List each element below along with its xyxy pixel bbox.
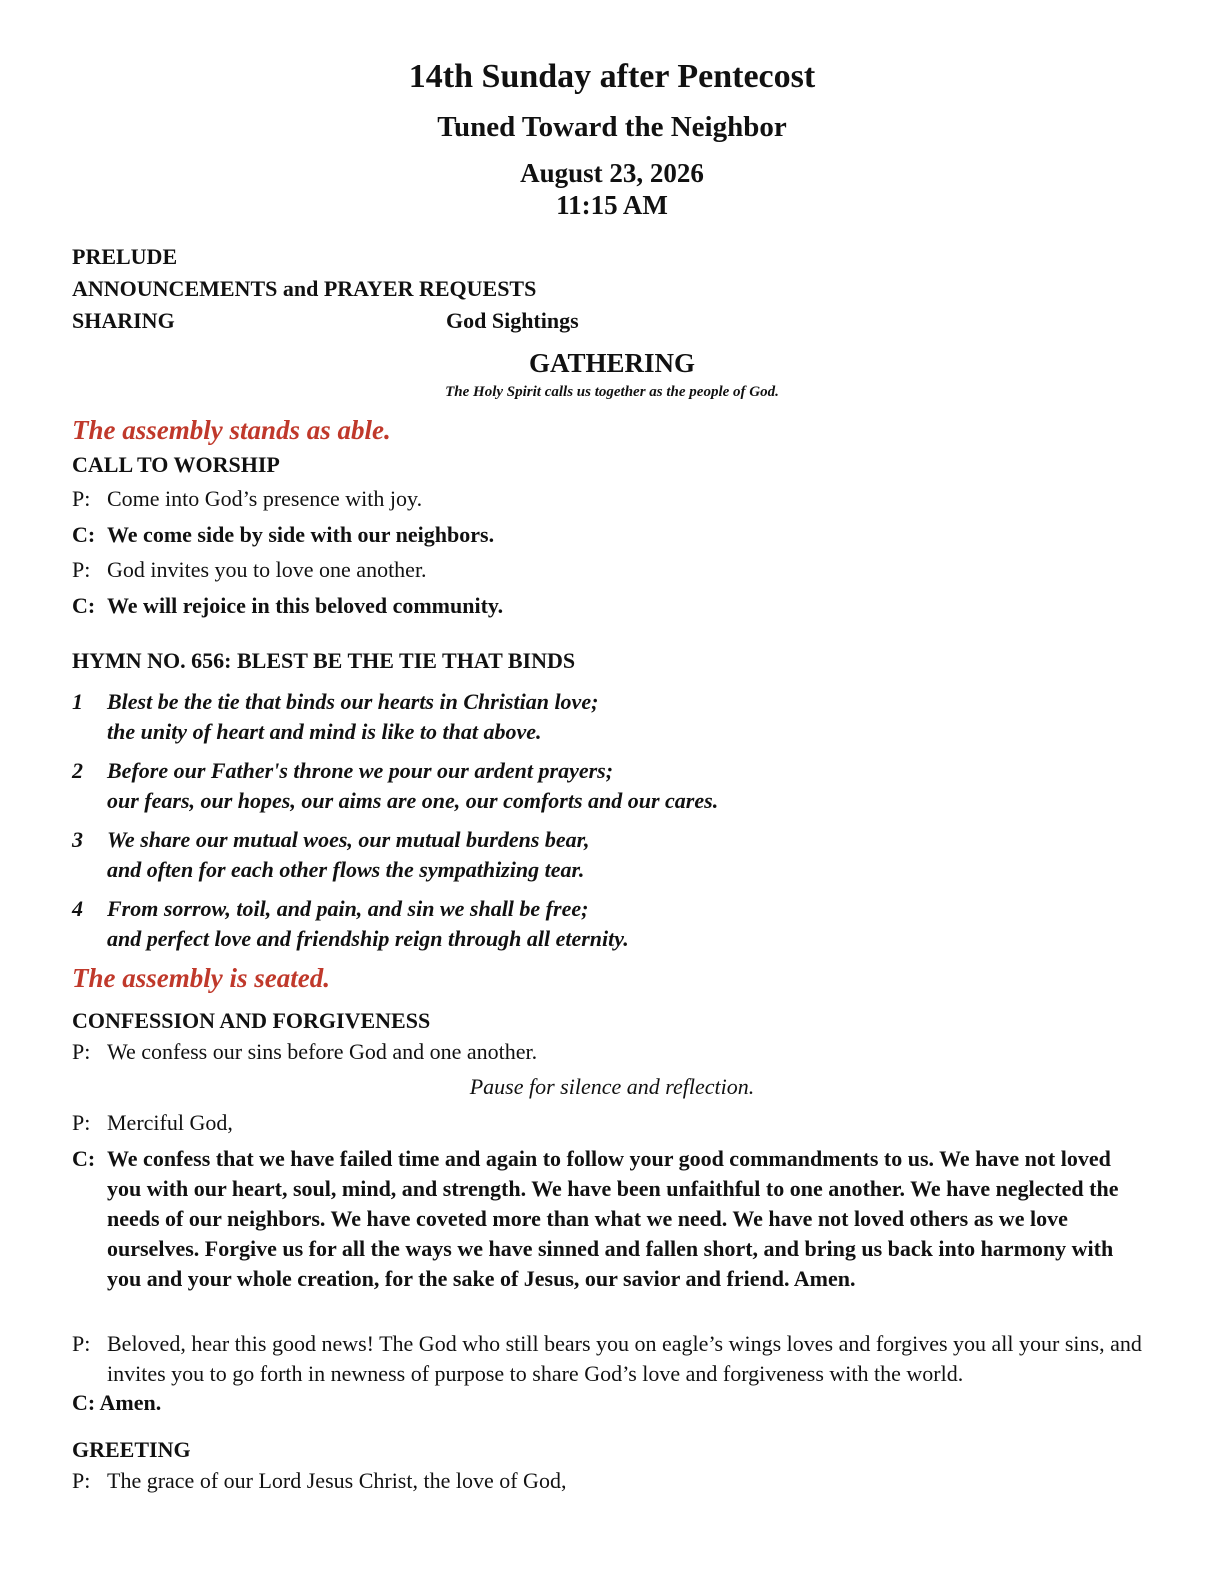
call-to-worship-heading: CALL TO WORSHIP: [72, 452, 280, 477]
line-text: We come side by side with our neighbors.: [107, 522, 495, 547]
verse-line: We share our mutual woes, our mutual burdens bear,: [107, 827, 590, 852]
verse-line: our fears, our hopes, our aims are one, our comforts and our cares.: [107, 788, 719, 813]
speaker-label: C:: [72, 1146, 96, 1171]
speaker-label: C:: [72, 522, 96, 547]
verse-line: the unity of heart and mind is like to that above.: [107, 719, 542, 744]
sharing-detail: God Sightings: [446, 308, 579, 333]
verse-line: Blest be the tie that binds our hearts in Christian love;: [107, 689, 599, 714]
speaker-label: P:: [72, 1110, 91, 1135]
rubric-seated: The assembly is seated.: [72, 963, 330, 993]
gathering-subtitle: The Holy Spirit calls us together as the people of God.: [445, 384, 779, 400]
confession-heading: CONFESSION AND FORGIVENESS: [72, 1008, 431, 1033]
speaker-label: P:: [72, 1468, 91, 1493]
service-date: August 23, 2026: [520, 158, 704, 188]
confession-amen: C: Amen.: [72, 1390, 162, 1415]
hymn-heading: HYMN NO. 656: BLEST BE THE TIE THAT BINDS: [72, 648, 576, 673]
speaker-label: P:: [72, 557, 91, 582]
verse-number: 4: [72, 896, 83, 921]
absolution-text: Beloved, hear this good news! The God who still bears you on eagle’s wings loves and forgives you all your sins, and invites you to go forth in newness of purpose to share God’s love and forgiveness with the world.: [107, 1331, 1142, 1386]
greeting-heading: GREETING: [72, 1437, 191, 1462]
line-text: The grace of our Lord Jesus Christ, the love of God,: [107, 1468, 567, 1493]
verse-line: and often for each other flows the sympathizing tear.: [107, 857, 585, 882]
speaker-label: P:: [72, 486, 91, 511]
prelude-heading: PRELUDE: [72, 244, 178, 269]
verse-line: From sorrow, toil, and pain, and sin we shall be free;: [107, 896, 589, 921]
verse-number: 2: [72, 758, 83, 783]
announcements-heading: ANNOUNCEMENTS and PRAYER REQUESTS: [72, 276, 537, 301]
line-text: Merciful God,: [107, 1110, 233, 1135]
line-text: We confess our sins before God and one another.: [107, 1039, 538, 1064]
verse-number: 3: [72, 827, 83, 852]
line-text: God invites you to love one another.: [107, 557, 427, 582]
speaker-label: C:: [72, 593, 96, 618]
verse-line: Before our Father's throne we pour our ardent prayers;: [107, 758, 614, 783]
speaker-label: P:: [72, 1331, 91, 1356]
line-text: We will rejoice in this beloved community.: [107, 593, 504, 618]
pause-rubric: Pause for silence and reflection.: [469, 1074, 755, 1099]
sharing-heading: SHARING: [72, 308, 175, 333]
line-text: Come into God’s presence with joy.: [107, 486, 423, 511]
verse-line: and perfect love and friendship reign through all eternity.: [107, 926, 629, 951]
speaker-label: P:: [72, 1039, 91, 1064]
service-theme: Tuned Toward the Neighbor: [437, 111, 787, 143]
verse-number: 1: [72, 689, 83, 714]
gathering-title: GATHERING: [528, 348, 696, 378]
service-time: 11:15 AM: [556, 190, 668, 220]
rubric-stand: The assembly stands as able.: [72, 415, 391, 445]
confession-prayer-text: We confess that we have failed time and again to follow your good commandments to us. We have not loved you with our heart, soul, mind, and strength. We have been unfaithful to one another. We have neglected the needs of our neighbors. We have coveted more than what we need. We have not loved others as we love ourselves. Forgive us for all the ways we have sinned and fallen short, and bring us back into harmony with you and your whole creation, for the sake of Jesus, our savior and friend. Amen.: [107, 1146, 1119, 1291]
page-title: 14th Sunday after Pentecost: [408, 58, 816, 95]
